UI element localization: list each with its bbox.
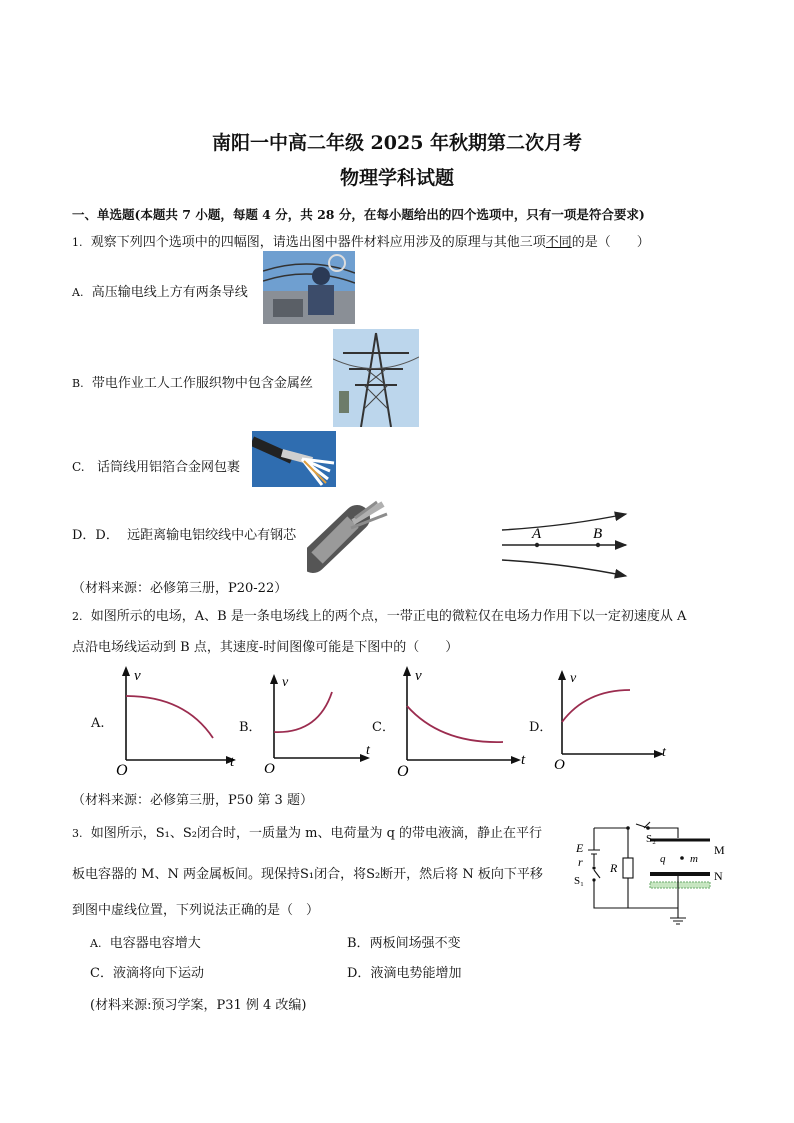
question-number: 2. — [72, 610, 83, 623]
q1-source: （材料来源：必修第三册，P20-22） — [72, 581, 288, 596]
graph-d[interactable] — [548, 666, 672, 774]
option-text: 高压输电线上方有两条导线 — [91, 285, 248, 300]
q1-option-c[interactable] — [72, 456, 240, 475]
point-b-label: B — [593, 526, 603, 542]
option-label: D．D． — [72, 528, 119, 543]
switch-s1-label: S₁ — [574, 875, 584, 887]
graph-b[interactable] — [258, 670, 378, 774]
stem-text-end: 的是（ ） — [571, 235, 650, 250]
y-axis-label: v — [282, 675, 289, 690]
graph-a-label: A. — [91, 716, 105, 731]
capacitor-circuit-diagram — [570, 818, 730, 926]
subject-title: 物理学科试题 — [339, 167, 454, 189]
question-3-stem-line3: 到图中虚线位置，下列说法正确的是（ ） — [72, 903, 320, 918]
question-3-stem-line1 — [72, 822, 542, 841]
x-axis-label: t — [662, 745, 666, 760]
origin-label: O — [264, 761, 275, 774]
stem-text: 观察下列四个选项中的四幅图，请选出图中器件材料应用涉及的原理与其他三项 — [90, 235, 546, 250]
origin-label: O — [116, 762, 128, 778]
q2-source: （材料来源：必修第三册，P50 第 3 题） — [72, 793, 313, 808]
option-text: 话筒线用铝箔合金网包裹 — [96, 460, 240, 475]
x-axis-label: t — [230, 754, 235, 770]
graph-c-label: C． — [372, 720, 395, 735]
option-text: 液滴电势能增加 — [370, 966, 462, 981]
stem-text: 如图所示，S₁、S₂闭合时，一质量为 m、电荷量为 q 的带电液滴，静止在平行 — [90, 826, 543, 841]
graph-c[interactable] — [391, 660, 531, 780]
q1-option-a[interactable] — [72, 281, 248, 300]
question-number: 3. — [72, 827, 83, 840]
resistor-label: R — [610, 861, 618, 875]
emphasis-text: 不同 — [545, 235, 572, 250]
plate-m-label: M — [714, 843, 725, 857]
point-a-label: A — [532, 526, 542, 542]
option-text: 远距离输电铝绞线中心有钢芯 — [127, 528, 297, 543]
question-2-stem-line2: 点沿电场线运动到 B 点，其速度-时间图像可能是下图中的（ ） — [72, 640, 459, 655]
velocity-curve — [407, 706, 503, 742]
velocity-curve — [562, 690, 630, 722]
question-1-stem — [72, 231, 650, 250]
x-axis-label: t — [521, 752, 526, 768]
power-line-worker-photo — [263, 251, 355, 324]
x-axis-label: t — [366, 743, 370, 758]
q3-option-c[interactable] — [90, 962, 204, 981]
q3-option-d[interactable] — [347, 962, 461, 981]
option-text: 液滴将向下运动 — [112, 966, 204, 981]
y-axis-label: v — [570, 671, 577, 686]
option-label: B. — [72, 377, 84, 390]
graph-d-label: D． — [529, 720, 553, 735]
option-label: A. — [72, 286, 84, 299]
internal-resistance-label: r — [578, 855, 583, 869]
velocity-curve — [274, 692, 332, 732]
question-number: 1. — [72, 236, 83, 249]
plate-n-label: N — [714, 869, 723, 883]
velocity-curve — [126, 696, 213, 738]
option-text: 带电作业工人工作服织物中包含金属丝 — [91, 376, 313, 391]
charge-label: q — [660, 853, 666, 865]
graph-a[interactable] — [110, 662, 245, 778]
mass-label: m — [690, 853, 698, 865]
electric-field-lines-diagram — [498, 508, 632, 582]
y-axis-label: v — [134, 668, 141, 684]
transmission-tower-photo — [333, 329, 419, 427]
shielded-cable-photo — [252, 431, 336, 487]
q3-option-a[interactable] — [90, 932, 201, 951]
stem-text: 如图所示的电场，A、B 是一条电场线上的两个点，一带正电的微粒仅在电场力作用下以一定初速度从 A — [90, 609, 687, 624]
option-label: D． — [347, 966, 371, 981]
origin-label: O — [554, 757, 565, 773]
q3-option-b[interactable] — [347, 932, 461, 951]
section-heading: 一、单选题(本题共 7 小题，每题 4 分，共 28 分，在每小题给出的四个选项中，只有一项是符合要求) — [72, 207, 645, 222]
exam-title: 南阳一中高二年级 2025 年秋期第二次月考 — [211, 132, 583, 154]
question-2-stem-line1 — [72, 605, 686, 624]
option-label: C． — [90, 966, 113, 981]
steel-core-aluminum-cable-photo — [307, 500, 389, 574]
q3-source: (材料来源:预习学案，P31 例 4 改编) — [90, 998, 307, 1013]
graph-b-label: B． — [239, 720, 262, 735]
q1-option-d[interactable] — [72, 524, 296, 543]
option-label: B． — [347, 936, 370, 951]
origin-label: O — [397, 763, 409, 780]
emf-label: E — [576, 841, 584, 855]
y-axis-label: v — [415, 668, 422, 684]
q1-option-b[interactable] — [72, 372, 313, 391]
option-label: C. — [72, 460, 85, 474]
option-text: 电容器电容增大 — [109, 936, 201, 951]
option-label: A. — [90, 937, 102, 950]
option-text: 两板间场强不变 — [369, 936, 461, 951]
switch-s2-label: S₂ — [646, 833, 656, 845]
question-3-stem-line2: 板电容器的 M、N 两金属板间。现保持S₁闭合，将S₂断开，然后将 N 板向下平移 — [72, 867, 543, 882]
